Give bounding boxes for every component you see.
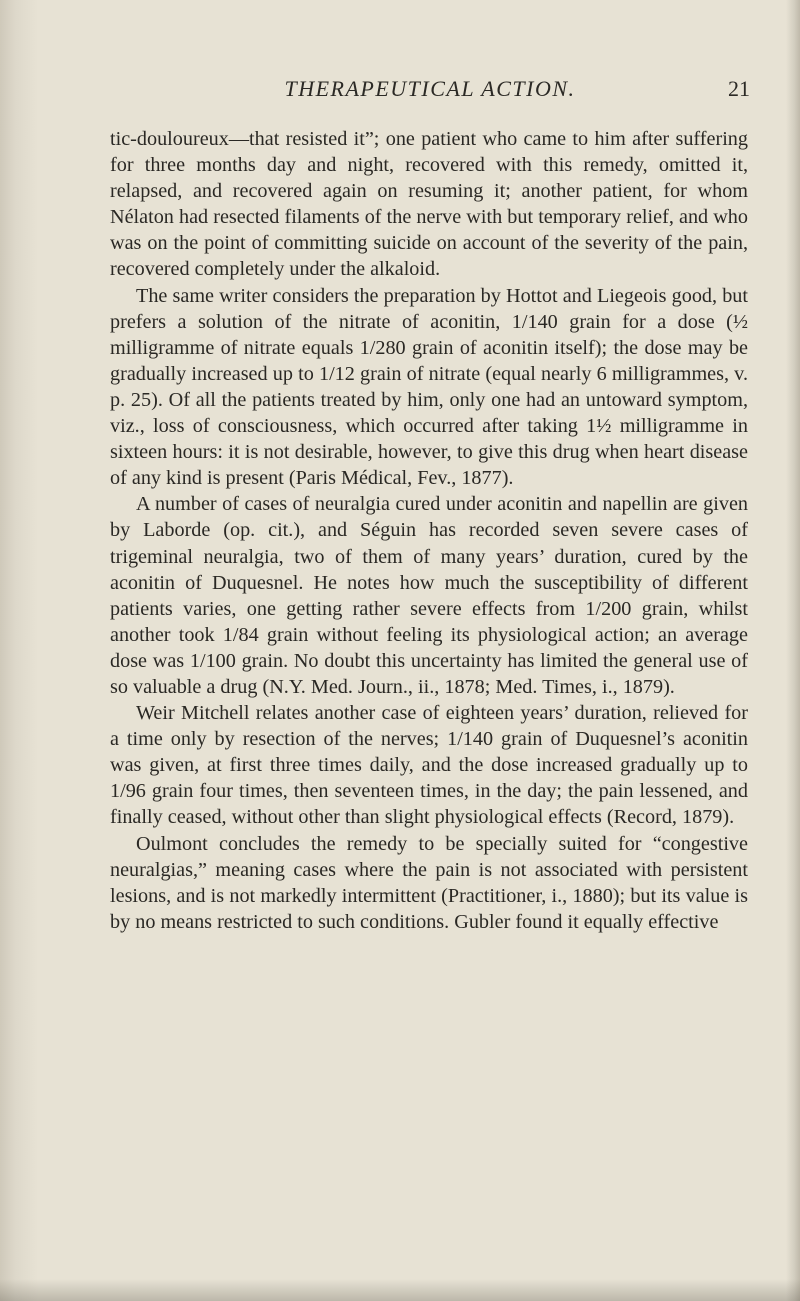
page-gutter-shadow xyxy=(0,0,38,1301)
page-edge xyxy=(786,0,800,1301)
paragraph-3: A number of cases of neuralgia cured under aconitin and napellin are given by Laborde (op. cit.), and Séguin has recorded seven severe cases of trigeminal neuralgia, two of them of many years’ duration, cured by the aconitin of Duquesnel. He notes how much the susceptibility of different patients varies, one getting rather severe effects from 1/200 grain, whilst another took 1/84 grain without feeling its physiological action; an average dose was 1/100 grain. No doubt this uncertainty has limited the general use of so valuable a drug (N.Y. Med. Journ., ii., 1878; Med. Times, i., 1879). xyxy=(110,493,748,698)
page-header xyxy=(110,76,750,106)
paragraph-1: tic-douloureux—that resisted it”; one patient who came to him after suffering for three months day and night, recovered with this remedy, omitted it, relapsed, and recovered again on resuming it; another patient, for whom Nélaton had resected filaments of the nerve with but temporary relief, and who was on the point of committing suicide on account of the severity of the pain, recovered completely under the alkaloid. xyxy=(110,128,748,281)
paragraph-4: Weir Mitchell relates another case of eighteen years’ duration, relieved for a time only by resection of the nerves; 1/140 grain of Duquesnel’s aconitin was given, at first three times daily, and the dose increased gradually up to 1/96 grain four times, then seventeen times, in the day; the pain lessened, and finally ceased, without other than slight physiological effects (Record, 1879). xyxy=(110,702,748,829)
page-bottom-shadow xyxy=(0,1279,800,1301)
paragraph-5: Oulmont concludes the remedy to be specially suited for “congestive neuralgias,” meaning cases where the pain is not associated with persistent lesions, and is not markedly intermittent (Practitioner, i., 1880); but its value is by no means restricted to such conditions. Gubler found it equally effective xyxy=(110,832,748,933)
page-number: 21 xyxy=(728,76,750,101)
paragraph-2: The same writer considers the preparation by Hottot and Liegeois good, but prefers a solution of the nitrate of aconitin, 1/140 grain for a dose (½ milligramme of nitrate equals 1/280 grain of aconitin itself); the dose may be gradually increased up to 1/12 grain of nitrate (equal nearly 6 milligrammes, v. p. 25). Of all the patients treated by him, only one had an untoward symptom, viz., loss of consciousness, which occurred after taking 1½ milligramme in sixteen hours: it is not desirable, however, to give this drug when heart disease of any kind is present (Paris Médical, Fev., 1877). xyxy=(110,284,748,490)
body-text xyxy=(110,126,748,935)
running-title: THERAPEUTICAL ACTION. xyxy=(284,76,576,101)
